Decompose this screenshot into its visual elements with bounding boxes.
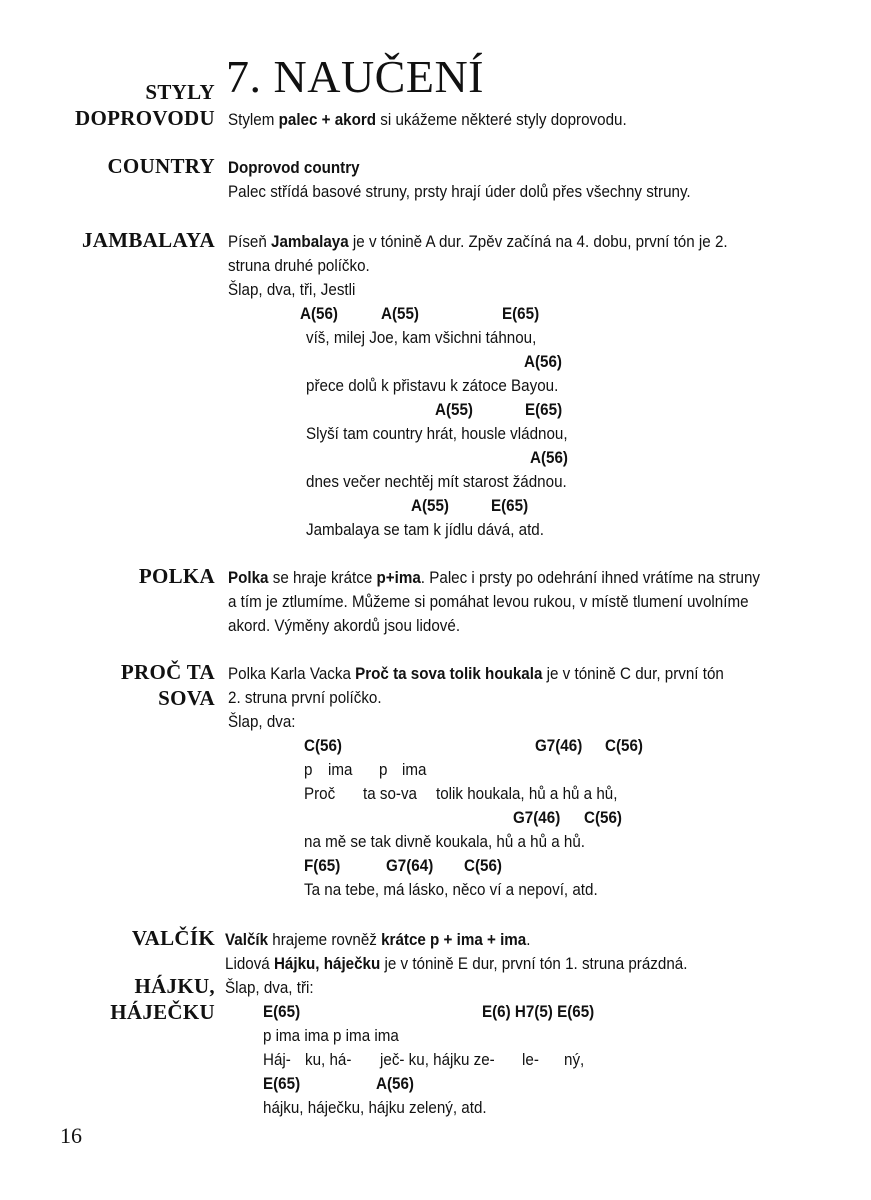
lyric-line: Jambalaya se tam k jídlu dává, atd. [306, 521, 544, 539]
chord: C(56) [464, 857, 502, 875]
section-label-valcik: VALČÍK [131, 926, 215, 950]
chord: E(65) [263, 1075, 301, 1093]
section-label-jambalaya: JAMBALAYA [81, 228, 215, 252]
chord: E(65) [263, 1003, 301, 1021]
chord: C(56) [584, 809, 622, 827]
chord: A(56) [300, 305, 338, 323]
chord: G7(46) [513, 809, 561, 827]
chord: F(65) [304, 857, 341, 875]
chord: E(65) [502, 305, 540, 323]
chord: G7(46) [535, 737, 583, 755]
chord: A(56) [530, 449, 568, 467]
picking-pattern: p [304, 761, 313, 779]
chord: C(56) [605, 737, 643, 755]
picking-pattern: p [379, 761, 388, 779]
chord: G7(64) [386, 857, 434, 875]
country-heading: Doprovod country [228, 159, 360, 177]
section-label-styly: STYLY [145, 80, 215, 104]
hajku-intro-line-2: Šlap, dva, tři: [225, 979, 314, 997]
sova-intro-line-1: Polka Karla Vacka Proč ta sova tolik houkala je v tónině C dur, první tón [228, 665, 724, 683]
section-label-hajecku: HÁJEČKU [110, 1000, 215, 1024]
section-label-hajku: HÁJKU, [134, 974, 215, 998]
picking-pattern: ima [402, 761, 427, 779]
lyric-fragment: le- [522, 1051, 539, 1069]
polka-line-3: akord. Výměny akordů jsou lidové. [228, 617, 461, 635]
section-label-proc-ta: PROČ TA [120, 660, 215, 684]
chord: A(56) [376, 1075, 414, 1093]
section-label-sova: SOVA [158, 686, 215, 710]
sova-intro-line-3: Šlap, dva: [228, 713, 296, 731]
jambalaya-intro-line-2: struna druhé políčko. [228, 257, 370, 275]
jambalaya-intro-line-1: Píseň Jambalaya je v tónině A dur. Zpěv začíná na 4. dobu, první tón je 2. [228, 233, 728, 251]
chord: A(55) [381, 305, 419, 323]
hajku-intro-line-1: Lidová Hájku, háječku je v tónině E dur, první tón 1. struna prázdná. [225, 955, 688, 973]
styly-intro-text: Stylem palec + akord si ukážeme některé styly doprovodu. [228, 111, 627, 129]
page-number: 16 [60, 1123, 82, 1148]
lyric-fragment: ta so-va [363, 785, 418, 803]
page-title: 7. NAUČENÍ [226, 51, 484, 102]
lyric-fragment: ječ- ku, hájku ze- [380, 1051, 495, 1069]
lyric-line: dnes večer nechtěj mít starost žádnou. [306, 473, 567, 491]
chord: E(6) H7(5) E(65) [482, 1003, 595, 1021]
jambalaya-intro-line-3: Šlap, dva, tři, Jestli [228, 281, 356, 299]
chord: E(65) [525, 401, 563, 419]
section-label-doprovodu: DOPROVODU [75, 106, 215, 130]
polka-line-1: Polka se hraje krátce p+ima. Palec i prsty po odehrání ihned vrátíme na struny [228, 569, 761, 587]
lyric-fragment: ku, há- [305, 1051, 352, 1069]
chord: E(65) [491, 497, 529, 515]
chord: C(56) [304, 737, 342, 755]
lyric-fragment: Proč [304, 785, 336, 803]
country-text: Palec střídá basové struny, prsty hrají úder dolů přes všechny struny. [228, 183, 691, 201]
sova-intro-line-2: 2. struna první políčko. [228, 689, 382, 707]
section-label-country: COUNTRY [107, 154, 215, 178]
lyric-line: Ta na tebe, má lásko, něco ví a nepoví, atd. [304, 881, 598, 899]
lyric-line: na mě se tak divně koukala, hů a hů a hů. [304, 833, 586, 851]
picking-pattern: ima [328, 761, 353, 779]
lyric-line: víš, milej Joe, kam všichni táhnou, [306, 329, 537, 347]
lyric-line: přece dolů k přistavu k zátoce Bayou. [306, 377, 559, 395]
chord: A(55) [435, 401, 473, 419]
valcik-text: Valčík hrajeme rovněž krátce p + ima + ima. [225, 931, 531, 949]
picking-pattern: p ima ima p ima ima [263, 1027, 399, 1045]
chord: A(56) [524, 353, 562, 371]
lyric-fragment: tolik houkala, hů a hů a hů, [436, 785, 618, 803]
polka-line-2: a tím je ztlumíme. Můžeme si pomáhat levou rukou, v místě tlumení uvolníme [228, 593, 749, 611]
lyric-fragment: Háj- [263, 1051, 291, 1069]
lyric-fragment: ný, [564, 1051, 585, 1069]
section-label-polka: POLKA [138, 564, 215, 588]
chord: A(55) [411, 497, 449, 515]
lyric-line: hájku, háječku, hájku zelený, atd. [263, 1099, 487, 1117]
lyric-line: Slyší tam country hrát, housle vládnou, [306, 425, 568, 443]
